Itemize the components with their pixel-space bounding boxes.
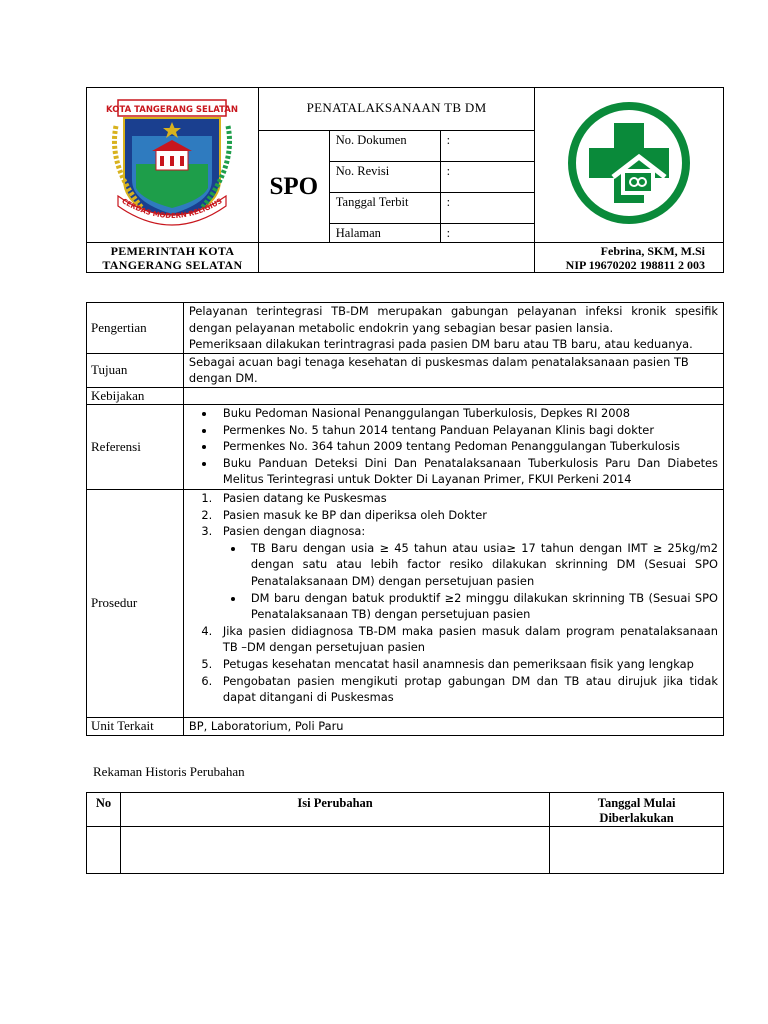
prosedur-step: 6. Pengobatan pasien mengikuti protap gabungan DM dan TB atau dirujuk jika tidak dapat ditangani di Puskesmas xyxy=(216,673,718,706)
kebijakan-label: Kebijakan xyxy=(87,387,184,404)
pengertian-line-2: Pemeriksaan dilakukan terintragrasi pada pasien DM baru atau TB baru, atau keduanya. xyxy=(188,337,693,352)
tujuan-label: Tujuan xyxy=(87,353,184,387)
pengertian-line-1: Pelayanan terintegrasi TB-DM merupakan gabungan pelayanan infeksi kronik spesifik dengan pelayanan metabolic endokrin yang sebagian besar pasien lansia. xyxy=(188,304,718,335)
referensi-item: • Buku Pedoman Nasional Penanggulangan Tuberkulosis, Depkes RI 2008 xyxy=(216,405,718,422)
spo-cell xyxy=(258,131,329,243)
unit-terkait-content: BP, Laboratorium, Poli Paru xyxy=(183,717,723,735)
tanggal-value: : xyxy=(440,193,535,224)
signatory-cell xyxy=(535,243,724,273)
prosedur-sub-item: • DM baru dengan batuk produktif ≥2 minggu dilakukan skrinning TB (Sesuai SPO Penatalaksanaan TB) dengan persetujuan pasien xyxy=(245,590,718,623)
history-col-tanggal-line2: Diberlakukan xyxy=(599,811,674,825)
row-pengertian xyxy=(87,303,724,354)
history-cell xyxy=(550,827,724,874)
spo-content-table xyxy=(86,302,724,736)
logo-banner-text: KOTA TANGERANG SELATAN xyxy=(106,104,239,115)
history-empty-row xyxy=(87,827,724,874)
row-unit-terkait xyxy=(87,717,724,735)
signatory-name: Febrina, SKM, M.Si xyxy=(600,244,705,258)
prosedur-sub-list xyxy=(223,540,718,623)
history-cell xyxy=(120,827,549,874)
prosedur-step: 5. Petugas kesehatan mencatat hasil anamnesis dan pemeriksaan fisik yang lengkap xyxy=(216,656,718,673)
history-col-tanggal xyxy=(550,793,724,827)
prosedur-label: Prosedur xyxy=(87,489,184,717)
doc-value: : xyxy=(440,131,535,162)
puskesmas-cross-logo-icon xyxy=(567,101,691,225)
document-title: PENATALAKSANAAN TB DM xyxy=(306,100,487,115)
referensi-item: • Buku Panduan Deteksi Dini Dan Penatalaksanaan Tuberkulosis Paru Dan Diabetes Melitus Terintegrasi untuk Dokter Di Layanan Primer, FKUI Perkeni 2014 xyxy=(216,455,718,488)
pengertian-content xyxy=(183,303,723,354)
right-logo-cell xyxy=(535,88,724,243)
revisi-label: No. Revisi xyxy=(329,162,440,193)
left-logo-cell xyxy=(87,88,259,243)
prosedur-content xyxy=(183,489,723,717)
document-title-cell xyxy=(258,88,534,131)
pemerintah-cell xyxy=(87,243,259,273)
pengertian-label: Pengertian xyxy=(87,303,184,354)
history-col-tanggal-line1: Tanggal Mulai xyxy=(597,796,676,810)
prosedur-step: 1. Pasien datang ke Puskesmas xyxy=(216,490,718,507)
row-tujuan xyxy=(87,353,724,387)
logo-motto-text: CERDAS MODERN RELIGIUS xyxy=(120,196,225,220)
pemerintah-line2: TANGERANG SELATAN xyxy=(102,258,243,272)
history-title: Rekaman Historis Perubahan xyxy=(93,764,245,779)
prosedur-list xyxy=(189,490,718,706)
history-table xyxy=(86,792,724,874)
referensi-list xyxy=(189,405,718,488)
spo-label: SPO xyxy=(269,172,319,200)
referensi-content xyxy=(183,404,723,489)
history-cell xyxy=(87,827,121,874)
unit-terkait-label: Unit Terkait xyxy=(87,717,184,735)
revisi-value: : xyxy=(440,162,535,193)
prosedur-step: 2. Pasien masuk ke BP dan diperiksa oleh Dokter xyxy=(216,507,718,524)
kebijakan-content xyxy=(183,387,723,404)
pemerintah-line1: PEMERINTAH KOTA xyxy=(110,244,235,258)
history-header-row xyxy=(87,793,724,827)
row-kebijakan xyxy=(87,387,724,404)
kota-tangerang-selatan-logo xyxy=(102,96,242,231)
halaman-label: Halaman xyxy=(329,224,440,243)
empty-footer-cell xyxy=(258,243,534,273)
doc-label: No. Dokumen xyxy=(329,131,440,162)
row-referensi xyxy=(87,404,724,489)
history-col-no: No xyxy=(87,793,121,827)
prosedur-step-text: Pasien dengan diagnosa: xyxy=(222,524,366,539)
referensi-item: • Permenkes No. 364 tahun 2009 tentang Pedoman Penanggulangan Tuberkulosis xyxy=(216,438,718,455)
signatory-nip: NIP 19670202 198811 2 003 xyxy=(565,258,705,272)
halaman-value: : xyxy=(440,224,535,243)
prosedur-sub-item: • TB Baru dengan usia ≥ 45 tahun atau usia≥ 17 tahun dengan IMT ≥ 25kg/m2 dengan satu atau lebih factor resiko dilakukan skrinning DM (Sesuai SPO Penatalaksanaan DM) dengan persetujuan pasien xyxy=(245,540,718,590)
prosedur-step xyxy=(216,523,718,623)
row-prosedur xyxy=(87,489,724,717)
header-table xyxy=(86,87,724,273)
referensi-item: • Permenkes No. 5 tahun 2014 tentang Panduan Pelayanan Klinis bagi dokter xyxy=(216,422,718,439)
prosedur-step: 4. Jika pasien didiagnosa TB-DM maka pasien masuk dalam program penatalaksanaan TB –DM dengan persetujuan pasien xyxy=(216,623,718,656)
tanggal-label: Tanggal Terbit xyxy=(329,193,440,224)
history-col-isi: Isi Perubahan xyxy=(120,793,549,827)
referensi-label: Referensi xyxy=(87,404,184,489)
tujuan-content: Sebagai acuan bagi tenaga kesehatan di puskesmas dalam penatalaksanaan pasien TB dengan DM. xyxy=(183,353,723,387)
